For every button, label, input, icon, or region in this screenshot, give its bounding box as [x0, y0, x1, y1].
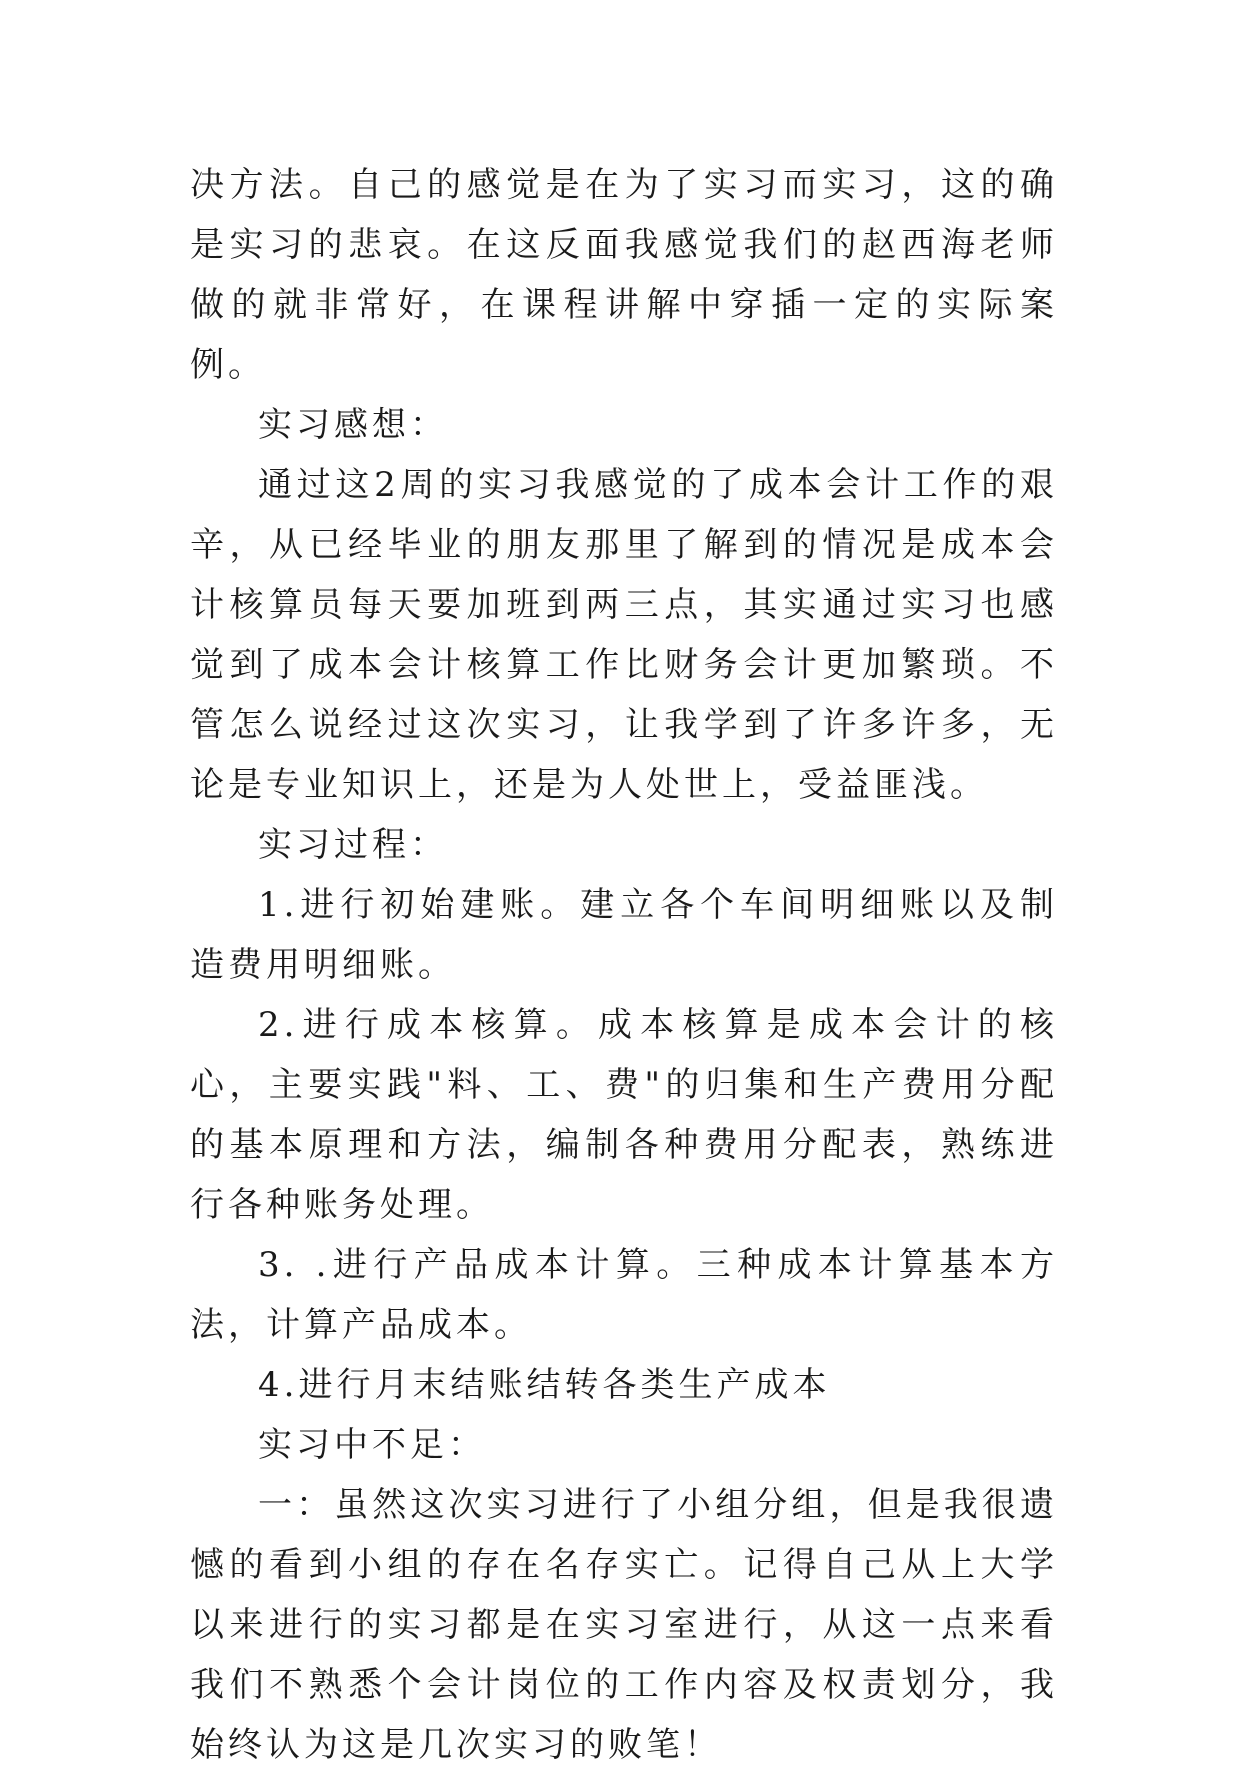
paragraph-continuation: 决方法。自己的感觉是在为了实习而实习，这的确是实习的悲哀。在这反面我感觉我们的赵西海老师做的就非常好，在课程讲解中穿插一定的实际案例。 [190, 165, 1058, 385]
paragraph-reflections: 通过这2周的实习我感觉的了成本会计工作的艰辛，从已经毕业的朋友那里了解到的情况是成本会计核算员每天要加班到两三点，其实通过实习也感觉到了成本会计核算工作比财务会计更加繁琐。不管怎么说经过这次实习，让我学到了许多许多，无论是专业知识上，还是为人处世上，受益匪浅。 [190, 465, 1058, 805]
heading-shortcomings: 实习中不足： [258, 1425, 486, 1465]
process-step-3: 3. .进行产品成本计算。三种成本计算基本方法，计算产品成本。 [190, 1245, 1058, 1345]
heading-internship-process: 实习过程： [258, 825, 448, 865]
process-step-4: 4.进行月末结账结转各类生产成本 [258, 1365, 831, 1405]
paragraph-shortcoming-1: 一：虽然这次实习进行了小组分组，但是我很遗憾的看到小组的存在名存实亡。记得自己从上大学以来进行的实习都是在实习室进行，从这一点来看我们不熟悉个会计岗位的工作内容及权责划分，我始终认为这是几次实习的败笔！ [190, 1485, 1058, 1765]
document-body [190, 155, 1058, 1775]
process-step-2: 2.进行成本核算。成本核算是成本会计的核心，主要实践"料、工、费"的归集和生产费用分配的基本原理和方法，编制各种费用分配表，熟练进行各种账务处理。 [190, 1005, 1058, 1225]
heading-internship-reflections: 实习感想： [258, 405, 448, 445]
process-step-1: 1.进行初始建账。建立各个车间明细账以及制造费用明细账。 [190, 885, 1058, 985]
